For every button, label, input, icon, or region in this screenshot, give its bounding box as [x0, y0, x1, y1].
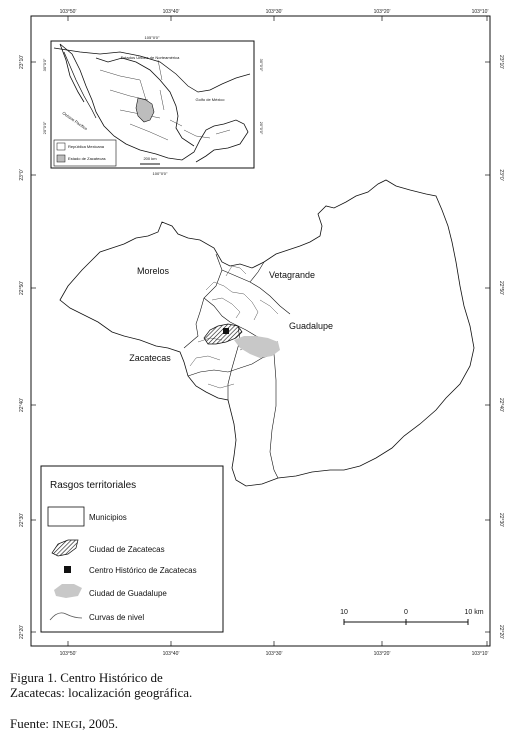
- ciudad-guadalupe-area: [234, 336, 280, 358]
- tick-top-5: 103°10': [471, 9, 489, 15]
- tick-bottom-2: 103°40': [162, 651, 180, 657]
- scale-label-mid: 0: [404, 609, 408, 616]
- scale-bar: [340, 609, 484, 625]
- tick-right-4: 22°40': [498, 397, 504, 413]
- tick-left-1: 23°10': [19, 54, 25, 70]
- inset-legend-estado: Estado de Zacatecas: [68, 156, 106, 161]
- tick-left-3: 22°50': [19, 280, 25, 296]
- inset-tick-top: 105°0'0": [144, 35, 160, 40]
- label-vetagrande: Vetagrande: [268, 270, 316, 280]
- scale-label-left: 10: [340, 609, 348, 616]
- inset-tick-left-2: 20°0'0": [42, 121, 47, 135]
- legend-curvas-nivel: Curvas de nivel: [89, 613, 145, 622]
- figure-caption: [10, 670, 270, 700]
- tick-left-2: 23°0': [19, 169, 25, 181]
- inset-legend-estado-swatch: [57, 155, 65, 162]
- inset-label-pacific: Océano Pacífico: [61, 110, 89, 132]
- inset-tick-left-1: 30°0'0": [42, 58, 47, 72]
- legend-municipios: Municipios: [89, 513, 127, 522]
- tick-bottom-3: 103°30': [265, 651, 283, 657]
- legend-title: Rasgos territoriales: [50, 480, 137, 491]
- legend-ciudad-zacatecas: Ciudad de Zacatecas: [89, 545, 165, 554]
- inset-tick-right-1: 30°0'0": [259, 58, 264, 72]
- centro-historico-marker: [223, 328, 229, 334]
- tick-top-2: 103°40': [162, 9, 180, 15]
- tick-left-5: 22°30': [19, 512, 25, 528]
- tick-right-1: 23°10': [498, 54, 504, 70]
- tick-top-4: 103°20': [373, 9, 391, 15]
- inset-label-usa: Estados Unidos de Norteamérica: [120, 55, 180, 60]
- tick-left-4: 22°40': [19, 397, 25, 413]
- scale-label-right: 10 km: [464, 609, 484, 616]
- source-suffix: , 2005.: [82, 716, 118, 731]
- tick-right-6: 22°20': [498, 624, 504, 640]
- tick-top-3: 103°30': [265, 9, 283, 15]
- inset-scale-label: 200 km: [143, 156, 157, 161]
- legend-centro-swatch: [64, 566, 71, 573]
- tick-left-6: 22°20': [19, 624, 25, 640]
- tick-right-2: 23°0': [498, 169, 504, 181]
- tick-top-1: 103°50': [59, 9, 77, 15]
- source-org: INEGI: [52, 719, 83, 731]
- legend-municipios-swatch: [48, 507, 84, 526]
- inset-tick-bottom: 100°0'0": [152, 171, 168, 176]
- label-zacatecas: Zacatecas: [129, 353, 171, 363]
- tick-right-3: 22°50': [498, 280, 504, 296]
- tick-right-5: 22°30': [498, 512, 504, 528]
- legend-ciudad-guadalupe: Ciudad de Guadalupe: [89, 589, 167, 598]
- study-area-outline: [60, 180, 474, 486]
- inset-legend-republica-swatch: [57, 143, 65, 150]
- figure-caption-line1: Figura 1. Centro Histórico de: [10, 670, 163, 685]
- tick-bottom-5: 103°10': [471, 651, 489, 657]
- source-caption: [10, 716, 118, 733]
- label-guadalupe: Guadalupe: [288, 321, 334, 331]
- legend-centro-historico: Centro Histórico de Zacatecas: [89, 566, 197, 575]
- tick-bottom-4: 103°20': [373, 651, 391, 657]
- label-morelos: Morelos: [136, 266, 170, 276]
- inset-legend-republica: República Mexicana: [68, 144, 105, 149]
- inset-label-gulf: Golfo de México: [195, 97, 225, 102]
- tick-bottom-1: 103°50': [59, 651, 77, 657]
- source-prefix: Fuente:: [10, 716, 53, 731]
- inset-map: [42, 35, 264, 176]
- inset-tick-right-2: 20°0'0": [259, 121, 264, 135]
- municipal-boundaries: [184, 254, 290, 478]
- figure-caption-line2: Zacatecas: localización geográfica.: [10, 685, 193, 700]
- legend: [41, 466, 223, 632]
